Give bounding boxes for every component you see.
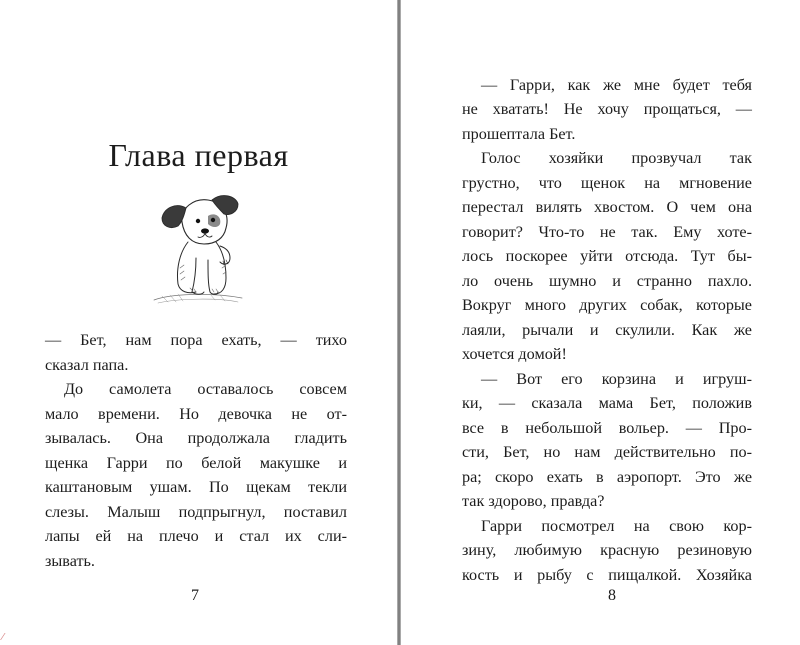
- right-page: [401, 0, 800, 645]
- text-line: каштановым ушам. По щекам текли: [45, 478, 347, 496]
- text-line: — Вот его корзина и игруш-: [481, 370, 752, 388]
- text-line: зину, любимую красную резиновую: [462, 541, 752, 559]
- text-line: так здорово, правда?: [462, 492, 605, 510]
- text-line: ло очень шумно и странно пахло.: [462, 272, 752, 290]
- text-line: хочется домой!: [462, 345, 567, 363]
- text-line: мало времени. Но девочка не от-: [45, 405, 347, 423]
- text-line: прошептала Бет.: [462, 125, 576, 143]
- text-line: говорит? Что-то не так. Ему хоте-: [462, 223, 752, 241]
- text-line: кость и рыбу с пищалкой. Хозяйка: [462, 566, 752, 584]
- text-line: зывалась. Она продолжала гладить: [45, 429, 347, 447]
- text-line: лось поскорее уйти отсюда. Тут бы-: [462, 247, 752, 265]
- puppy-illustration: [150, 188, 248, 310]
- text-line: грустно, что щенок на мгновение: [462, 174, 752, 192]
- text-line: сказал папа.: [45, 356, 129, 374]
- text-line: слезы. Малыш подпрыгнул, поставил: [45, 503, 347, 521]
- page-number: 7: [191, 587, 199, 604]
- text-line: — Бет, нам пора ехать, — тихо: [45, 331, 347, 349]
- text-line: Голос хозяйки прозвучал так: [481, 149, 752, 167]
- text-line: Вокруг много других собак, которые: [462, 296, 752, 314]
- text-line: До самолета оставалось совсем: [64, 380, 347, 398]
- corner-mark: ⁄: [2, 632, 4, 643]
- text-line: — Гарри, как же мне будет тебя: [481, 76, 752, 94]
- chapter-title: Глава первая: [108, 137, 289, 173]
- text-line: все в небольшой вольер. — Про-: [462, 419, 752, 437]
- text-line: не хватать! Не хочу прощаться, —: [462, 100, 752, 118]
- text-line: ра; скоро ехать в аэропорт. Это же: [462, 468, 752, 486]
- text-line: Гарри посмотрел на свою кор-: [481, 517, 752, 535]
- text-line: зывать.: [45, 552, 95, 570]
- left-page: [0, 0, 397, 645]
- text-line: перестал вилять хвостом. О чем она: [462, 198, 752, 216]
- text-line: ки, — сказала мама Бет, положив: [462, 394, 752, 412]
- text-line: сти, Бет, но нам действительно по-: [462, 443, 752, 461]
- page-number: 8: [608, 587, 616, 604]
- text-line: лаяли, рычали и скулили. Как же: [462, 321, 752, 339]
- text-line: щенка Гарри по белой макушке и: [45, 454, 347, 472]
- text-line: лапы ей на плечо и стал их сли-: [45, 527, 347, 545]
